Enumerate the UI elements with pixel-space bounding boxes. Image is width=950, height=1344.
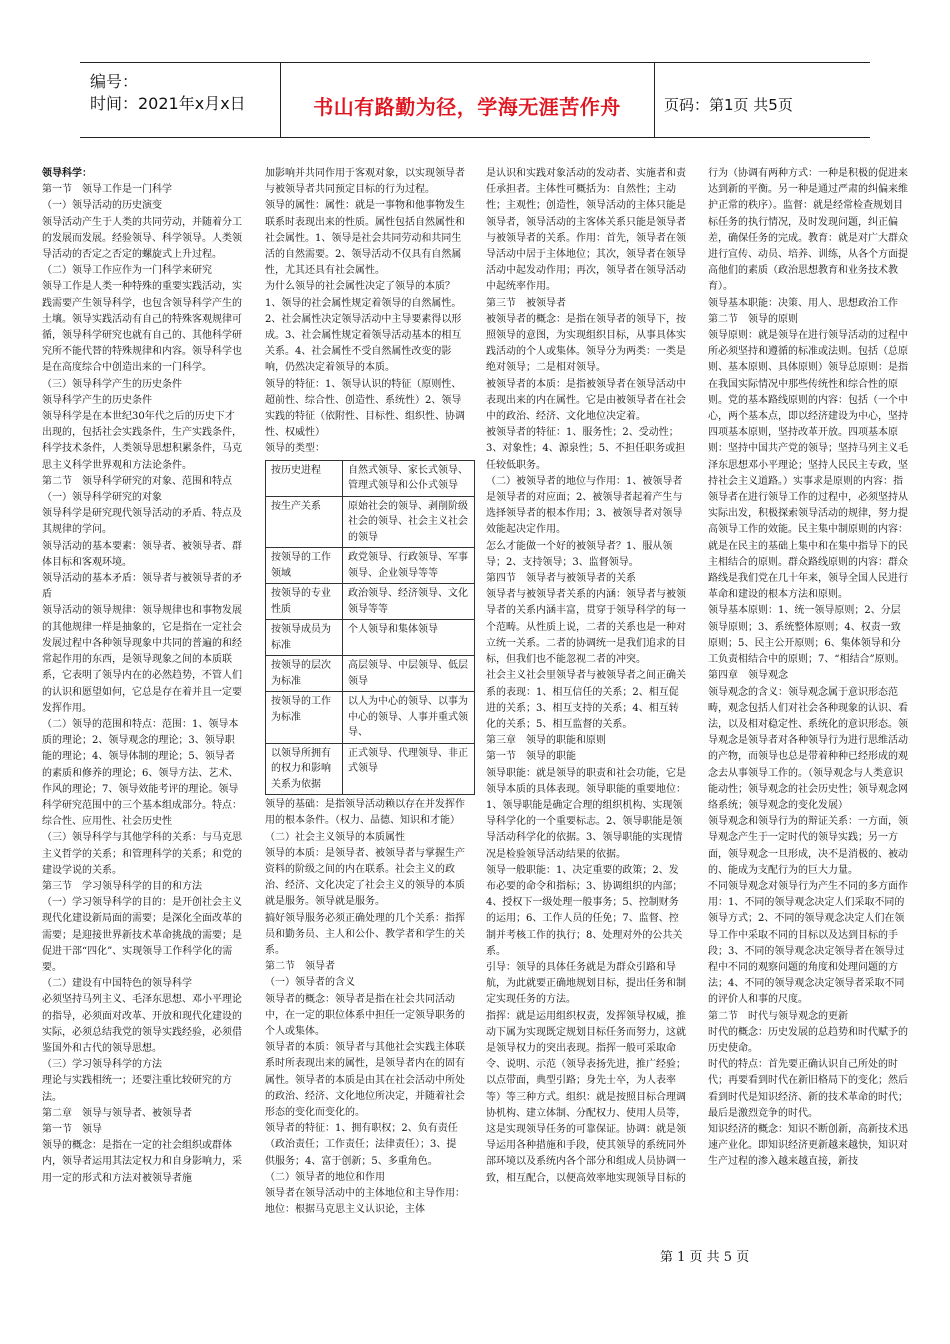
paragraph: 领导者与被领导者关系的内涵：领导者与被领导者的关系内涵丰富，贯穿于领导科学的每一个范畴。从性质上说，二者的关系也是一种对立统一关系。二者的协调统一是我们追求的目标，但我们也不能忽视二者的冲突。 bbox=[486, 589, 686, 666]
paragraph: 第三节 被领导者 bbox=[486, 297, 566, 309]
paragraph: 被领导者的概念：是指在领导者的领导下，按照领导的意图，为实现组织目标，从事具体实践活动的个人或集体。领导分为两类：一类是绝对领导；二是相对领导。 bbox=[486, 313, 686, 374]
paragraph: 怎么才能做一个好的被领导者？1、服从领导；2、支持领导；3、监督领导。 bbox=[486, 540, 673, 568]
paragraph: 领导活动产生于人类的共同劳动，并随着分工的发展而发展。经验领导、科学领导。人类领导活动的否定之否定的螺旋式上升过程。 bbox=[42, 216, 242, 261]
table-row bbox=[266, 692, 475, 744]
table-row bbox=[266, 548, 475, 584]
type-values-cell: 以人为中心的领导、以事为中心的领导、人事并重式领导、 bbox=[343, 692, 475, 744]
paragraph: 领导观念和领导行为的辩证关系：一方面，领导观念产生于一定时代的领导实践；另一方面，领导观念一旦形成，决不是消极的、被动的、能成为支配行为的巨大力量。 bbox=[708, 816, 908, 876]
paragraph: 引导：领导的具体任务就是为群众引路和导航，为此就要正确地规划目标，提出任务和制定实现任务的方法。 bbox=[486, 961, 686, 1006]
paragraph: （一）领导者的含义 bbox=[265, 977, 355, 989]
paragraph: 领导者的本质：领导者与其他社会实践主体联系时所表现出来的属性，是领导者内在的固有属性。领导者的本质是由其在社会活动中所处的政治、经济、文化地位所决定，并随着社会形态的变化而变化的。 bbox=[265, 1042, 465, 1119]
paragraph: 领导基本原则：1、统一领导原则；2、分层领导原则；3、系统整体原则；4、权责一致原则；5、民主公开原则；6、集体领导和分工负责相结合中的原则；7、“相结合”原则。 bbox=[708, 605, 905, 666]
paragraph: （二）领导者的地位和作用 bbox=[265, 1171, 385, 1183]
table-row bbox=[266, 584, 475, 620]
type-values-cell: 原始社会的领导、剥削阶级社会的领导、社会主义社会的领导 bbox=[343, 496, 475, 548]
type-criterion-cell: 按领导的工作为标准 bbox=[266, 692, 343, 744]
paragraph: （二）领导工作应作为一门科学来研究 bbox=[42, 265, 212, 277]
paragraph: 理论与实践相统一；还要注重比较研究的方法。 bbox=[42, 1075, 232, 1103]
paragraph: 时代的概念：历史发展的总趋势和时代赋予的历史使命。 bbox=[708, 1026, 908, 1054]
type-values-cell: 政治领导、经济领导、文化领导等等 bbox=[343, 584, 475, 620]
type-criterion-cell: 按领导成员为标准 bbox=[266, 620, 343, 656]
document-time-label: 时间：2021年x月x日 bbox=[90, 94, 246, 113]
type-criterion-cell: 按领导的工作领域 bbox=[266, 548, 343, 584]
paragraph: （二）建设有中国特色的领导科学 bbox=[42, 978, 192, 990]
type-values-cell: 政党领导、行政领导、军事领导、企业领导等等 bbox=[343, 548, 475, 584]
paragraph: 第一节 领导的职能 bbox=[486, 751, 576, 763]
paragraph: 社会主义社会里领导者与被领导者之间正确关系的表现：1、相互信任的关系；2、相互促进的关系；3、相互支持的关系；4、相互转化的关系；5、相互监督的关系。 bbox=[486, 670, 686, 730]
paragraph: 领导科学是在本世纪30年代之后的历史下才出现的，包括社会实践条件，生产实践条件，科学技术条件，人类领导思想积累条件，马克思主义科学世界观和方法论条件。 bbox=[42, 411, 242, 471]
paragraph: （二）被领导者的地位与作用：1、被领导者是领导者的对应面；2、被领导者起着产生与选择领导者的根本作用；3、被领导者对领导效能起决定作用。 bbox=[486, 475, 683, 536]
paragraph: 知识经济的概念：知识不断创新，高新技术迅速产业化。即知识经济更新越来越快，知识对生产过程的渗入越来越直接，新技 bbox=[708, 1123, 908, 1168]
paragraph: 第一节 领导工作是一门科学 bbox=[42, 184, 172, 196]
type-values-cell: 自然式领导、家长式领导、管理式领导和公仆式领导 bbox=[343, 460, 475, 496]
paragraph: 时代的特点：首先要正确认识自己所处的时代；再要看到时代在新旧格局下的变化；然后看到时代是知识经济、新的技术革命的时代；最后是激烈竞争的时代。 bbox=[708, 1059, 908, 1119]
paragraph: （三）领导科学产生的历史条件 bbox=[42, 378, 182, 390]
paragraph: 不同领导观念对领导行为产生不同的多方面作用：1、不同的领导观念决定人们采取不同的领导方式；2、不同的领导观念决定人们在领导工作中采取不同的目标以及达到目标的手段；3、不同的领导观念决定领导者在领导过程中不同的观察问题的角度和处理问题的方法；4、不同的领导观念决定领导者采取不同的评价人和事的尺度。 bbox=[708, 880, 908, 1006]
paragraph: （三）学习领导科学的方法 bbox=[42, 1059, 162, 1071]
text-column-3 bbox=[486, 166, 686, 1187]
paragraph: 领导者的概念：领导者是指在社会共同活动中，在一定的职位体系中担任一定领导职务的个人或集体。 bbox=[265, 993, 465, 1037]
paragraph: 被领导者的特征：1、服务性；2、受动性；3、对象性；4、源泉性；5、不担任职务或担任较低职务。 bbox=[486, 427, 686, 471]
paragraph: 领导的基础：是指领导活动赖以存在并发挥作用的根本条件。（权力、品德、知识和才能） bbox=[265, 799, 465, 827]
paragraph: 领导活动的领导规律：领导规律也和事物发展的其他规律一样是抽象的，它是指在一定社会发展过程中各种领导现象中共同的普遍的和经常起作用的东西，是领导现象之间的本质联系，它表明了领导内在的必然趋势，不管人们的认识和愿望如何，它总是存在着并且一定要发挥作用。 bbox=[42, 605, 242, 714]
header-page-number: 页码：第1页 共5页 bbox=[664, 96, 793, 114]
header-meta-cell bbox=[80, 63, 281, 137]
paragraph: 第二章 领导与领导者、被领导者 bbox=[42, 1107, 192, 1119]
paragraph: （二）领导的范围和特点：范围：1、领导本质的理论；2、领导观念的理论；3、领导职能的理论；4、领导体制的理论；5、领导者的素质和修养的理论；6、领导方法、艺术、作风的理论；7、领导效能考评的理论。领导科学研究范围中的三个基本组成部分。特点：综合性、应用性、社会历史性 bbox=[42, 718, 242, 828]
paragraph: 领导职能：就是领导的职责和社会功能，它是领导本质的具体表现。领导职能的重要地位：1、领导职能是确定合理的组织机构、实现领导科学化的一个重要标志。2、领导职能是领导活动科学化的依据。3、领导职能的实现情况是检验领导活动结果的依据。 bbox=[486, 767, 686, 860]
paragraph: 第四章 领导观念 bbox=[708, 670, 788, 682]
header-motto-cell bbox=[280, 63, 655, 137]
page-header bbox=[80, 62, 870, 138]
type-criterion-cell: 按领导的专业性质 bbox=[266, 584, 343, 620]
paragraph: （一）学习领导科学的目的：是开创社会主义现代化建设新局面的需要；是深化全面改革的需要；是迎接世界新技术革命挑战的需要；是促进干部“四化”、实现领导工作科学化的需要。 bbox=[42, 897, 242, 973]
paragraph: 领导的属性：属性：就是一事物和他事物发生联系时表现出来的性质。属性包括自然属性和社会属性。1、领导是社会共同劳动和共同生活的自然需要。2、领导活动不仅具有自然属性，尤其还具有社会属性。 bbox=[265, 200, 465, 277]
paragraph: 领导活动的基本矛盾：领导者与被领导者的矛盾 bbox=[42, 573, 242, 601]
text-column-2 bbox=[265, 166, 468, 1218]
paragraph: 第二节 领导者 bbox=[265, 961, 335, 973]
paragraph: 领导原则：就是领导在进行领导活动的过程中所必须坚持和遵循的标准或法则。包括（总原则、基本原则、具体原则）领导总原则：是指在我国实际情况中那些传统性和综合性的原则。党的基本路线原则的内容：包括（一个中心，两个基本点，即以经济建设为中心，坚持四项基本原则，坚持改革开放。四项基本原则：坚持中国共产党的领导；坚持马列主义毛泽东思想邓小平理论；坚持人民民主专政，坚持社会主义道路。）实事求是原则的内容：指领导者在进行领导工作的过程中，必须坚持从实际出发，积极探索领导活动的规律，努力提高领导工作的效能。民主集中制原则的内容：就是在民主的基础上集中和在集中指导下的民主相结合的原则。群众路线原则的内容：群众路线是我们党在几十年来，领导全国人民进行革命和建设的根本方法和原则。 bbox=[708, 330, 908, 601]
table-row bbox=[266, 620, 475, 656]
paragraph: 第二节 领导的原则 bbox=[708, 313, 798, 325]
type-values-cell: 高层领导、中层领导、低层领导 bbox=[343, 656, 475, 692]
header-motto: 书山有路勤为径，学海无涯苦作舟 bbox=[313, 95, 621, 119]
paragraph: 搞好领导服务必须正确处理的几个关系：指挥员和勤务员、主人和公仆、教学者和学生的关系。 bbox=[265, 912, 465, 956]
type-criterion-cell: 按历史进程 bbox=[266, 460, 343, 496]
paragraph: （三）领导科学与其他学科的关系：与马克思主义哲学的关系；和管理科学的关系；和党的建设学说的关系。 bbox=[42, 832, 242, 876]
paragraph: 领导基本职能：决策、用人、思想政治工作 bbox=[708, 297, 898, 309]
paragraph: （二）社会主义领导的本质属性 bbox=[265, 831, 405, 843]
footer-page-number: 第 1 页 共 5 页 bbox=[660, 1250, 750, 1265]
paragraph: 是认识和实践对象活动的发动者、实施者和责任承担者。主体性可概括为：自然性；主动性；主观性；创造性，领导活动的主体只能是领导者，领导活动的主客体关系只能是领导者与被领导者的关系。作用：首先，领导者在领导活动中居于主体地位；其次，领导者在领导活动中起发动作用；再次，领导者在领导活动中起统率作用。 bbox=[486, 168, 686, 293]
table-row bbox=[266, 656, 475, 692]
paragraph: 领导的概念：是指在一定的社会组织或群体内，领导者运用其法定权力和自身影响力，采用一定的形式和方法对被领导者施 bbox=[42, 1140, 242, 1184]
paragraph: 领导一般职能：1、决定重要的政策；2、发布必要的命令和指标；3、协调组织的内部；4、授权下一级处理一般事务；5、控制财务的运用；6、工作人员的任免；7、监督、控制并考核工作的执行；8、处理对外的公共关系。 bbox=[486, 864, 683, 957]
table-row bbox=[266, 743, 475, 795]
paragraph: 行为（协调有两种方式：一种是积极的促进来达到新的平衡。另一种是通过严肃的纠偏来维护正常的秩序）。监督：就是经常检查规划目标任务的执行情况，及时发现问题，纠正偏差，确保任务的完成。教育：就是对广大群众进行宣传、动员、培养、训练，从各个方面提高他们的素质（政治思想教育和业务技术教育）。 bbox=[708, 168, 908, 293]
paragraph: 领导者在领导活动中的主体地位和主导作用：地位：根据马克思主义认识论，主体 bbox=[265, 1188, 465, 1216]
paragraph: 领导科学是研究现代领导活动的矛盾、特点及其规律的学问。 bbox=[42, 508, 242, 536]
paragraph: 领导者的特征：1、拥有职权；2、负有责任（政治责任；工作责任；法律责任）；3、提供服务；4、富于创新；5、多重角色。 bbox=[265, 1123, 458, 1167]
text-column-1 bbox=[42, 166, 242, 1187]
paragraph: 领导观念的含义：领导观念属于意识形态范畴，观念包括人们对社会各种现象的认识、看法，以及相对稳定性、系统化的意识形态。领导观念是领导者对各种领导行为进行思维活动的产物，而领导也总是带着种种已经形成的观念去从事领导工作的。（领导观念与人类意识能动性；领导观念的社会历史性；领导观念网络系统；领导观念的变化发展） bbox=[708, 686, 908, 811]
paragraph: 领导科学： bbox=[42, 168, 92, 179]
paragraph: 领导活动的基本要素：领导者、被领导者、群体目标和客观环境。 bbox=[42, 540, 242, 568]
paragraph: 第二节 领导科学研究的对象、范围和特点 bbox=[42, 475, 232, 487]
paragraph: 第三节 学习领导科学的目的和方法 bbox=[42, 880, 202, 892]
paragraph: 领导的特征：1、领导认识的特征（原则性、超前性、综合性、创造性、系统性）2、领导实践的特征（依附性、目标性、组织性、协调性、权威性） bbox=[265, 378, 465, 439]
type-criterion-cell: 以领导所拥有的权力和影响关系为依据 bbox=[266, 743, 343, 795]
type-criterion-cell: 按生产关系 bbox=[266, 496, 343, 548]
paragraph: 第二节 时代与领导观念的更新 bbox=[708, 1010, 848, 1022]
type-values-cell: 个人领导和集体领导 bbox=[343, 620, 475, 656]
paragraph: （一）领导活动的历史演变 bbox=[42, 200, 162, 212]
paragraph: 被领导者的本质：是指被领导者在领导活动中表现出来的内在属性。它是由被领导者在社会中的政治、经济、文化地位决定着。 bbox=[486, 378, 686, 423]
header-page-cell bbox=[654, 63, 870, 137]
paragraph: 领导的本质：是领导者、被领导者与掌握生产资料的阶级之间的内在联系。社会主义的政治、经济、文化决定了社会主义的领导的本质就是服务。领导就是服务。 bbox=[265, 847, 465, 908]
leadership-types-table bbox=[265, 460, 475, 796]
paragraph: 第三章 领导的职能和原则 bbox=[486, 735, 606, 747]
paragraph: 领导的类型： bbox=[265, 443, 325, 455]
paragraph: 领导工作是人类一种特殊的重要实践活动，实践需要产生领导科学，也包含领导科学产生的土壤。领导实践活动有自己的特殊客观规律可循，领导科学研究也就有自己的、其他科学研究所不能代替的特殊规律和内容。领导科学也是在高度综合中创造出来的一门科学。 bbox=[42, 281, 242, 374]
paragraph: 领导科学产生的历史条件 bbox=[42, 394, 152, 406]
paragraph: 加影响并共同作用于客观对象，以实现领导者与被领导者共同预定目标的行为过程。 bbox=[265, 168, 465, 196]
paragraph: 第一节 领导 bbox=[42, 1123, 102, 1135]
paragraph: （一）领导科学研究的对象 bbox=[42, 492, 162, 504]
type-criterion-cell: 按领导的层次为标准 bbox=[266, 656, 343, 692]
table-row bbox=[266, 460, 475, 496]
text-column-4 bbox=[708, 166, 908, 1171]
paragraph: 为什么领导的社会属性决定了领导的本质？1、领导的社会属性规定着领导的自然属性。2、社会属性决定领导活动中主导要素得以形成。3、社会属性规定着领导活动基本的相互关系。4、社会属性不受自然属性改变的影响，仍然决定着领导的本质。 bbox=[265, 281, 462, 374]
paragraph: 指挥：就是运用组织权责，发挥领导权威，推动下属为实现既定规划目标任务而努力，这就是领导权力的突出表现。指挥一般可采取命令、说明、示范（领导表扬先进，推广经验；以点带面，典型引路；身先士卒，为人表率等）等三种方式。组织：就是按照目标合理调协机构、建立体制、分配权力、使用人员等，这是实现领导任务的可靠保证。协调：就是领导运用各种措施和手段，使其领导的系统同外部环境以及系统内各个部分和组成人员协调一致，相互配合，以便高效率地实现领导目标的 bbox=[486, 1010, 686, 1184]
paragraph: 第四节 领导者与被领导者的关系 bbox=[486, 573, 636, 585]
paragraph: 必须坚持马列主义、毛泽东思想、邓小平理论的指导，必须面对改革、开放和现代化建设的实际，必须总结我党的领导实践经验，必须借鉴国外和古代的领导思想。 bbox=[42, 994, 242, 1054]
type-values-cell: 正式领导、代理领导、非正式领导 bbox=[343, 743, 475, 795]
document-number-label: 编号： bbox=[90, 72, 139, 91]
table-row bbox=[266, 496, 475, 548]
